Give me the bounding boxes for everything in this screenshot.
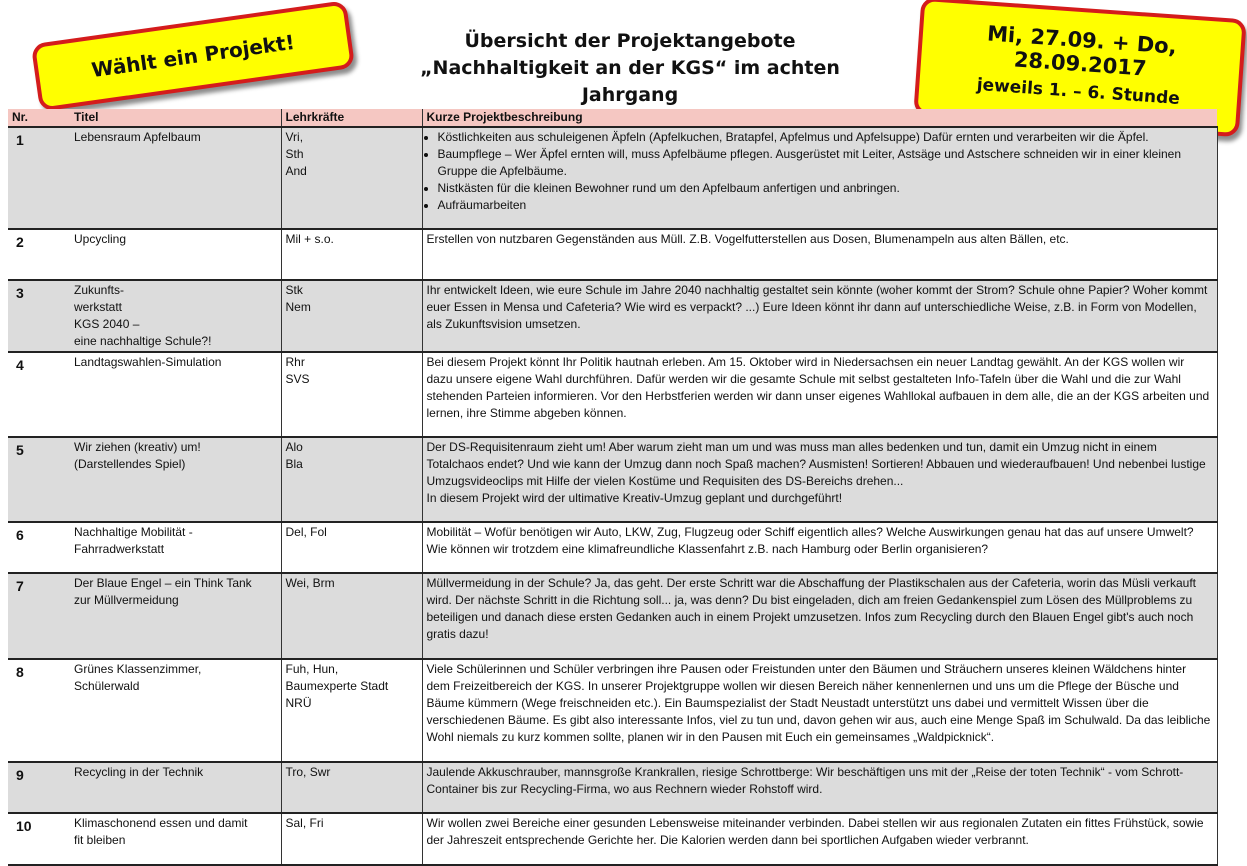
row-nr: 10 bbox=[8, 813, 70, 865]
project-table bbox=[8, 109, 1218, 866]
table-row bbox=[8, 813, 1217, 865]
choose-project-badge: Wählt ein Projekt! bbox=[31, 0, 355, 112]
list-item: • Köstlichkeiten aus schuleigenen Äpfeln (Apfelkuchen, Bratapfel, Apfelmus und Apfelsuppe) Dafür ernten und verarbeiten wir die Äpfel. bbox=[438, 129, 1213, 146]
row-beschreibung: Viele Schülerinnen und Schüler verbringen ihre Pausen oder Freistunden unter den Bäumen und Sträuchern unseres kleinen Wäldchens hinter dem Freizeitbereich der KGS. In unserer Projektgruppe wollen wir diesen Bereich näher kennenlernen und uns um die Pflege der Büsche und Bäume kümmern (Wege freischneiden etc.). Ein Baumspezialist der Stadt Neustadt unterstützt uns dabei und vermittelt Wissen über die verschiedenen Bäume. Es gibt also interessante Infos, viel zu tun und, davon gehen wir aus, auch eine Menge Spaß im Schulwald. Da das leibliche Wohl niemals zu kurz kommen sollte, planen wir in den Pausen mit Euch ein gemeinsames „Waldpicknick“. bbox=[422, 659, 1217, 762]
table-row bbox=[8, 659, 1217, 762]
row-titel: Wir ziehen (kreativ) um! (Darstellendes Spiel) bbox=[70, 437, 281, 522]
row-titel: Zukunfts- werkstatt KGS 2040 – eine nachhaltige Schule?! bbox=[70, 280, 281, 352]
table-row bbox=[8, 573, 1217, 659]
row-lehrkraefte: Alo Bla bbox=[281, 437, 422, 522]
header-titel: Titel bbox=[70, 109, 281, 127]
row-titel: Nachhaltige Mobilität - Fahrradwerkstatt bbox=[70, 522, 281, 573]
row-beschreibung: Erstellen von nutzbaren Gegenständen aus Müll. Z.B. Vogelfutterstellen aus Dosen, Blumenampeln aus alten Bällen, etc. bbox=[422, 229, 1217, 280]
row-nr: 6 bbox=[8, 522, 70, 573]
list-item: • Baumpflege – Wer Äpfel ernten will, muss Apfelbäume pflegen. Ausgerüstet mit Leiter, Astsäge und Astschere schneiden wir in einer kleinen Gruppe die Apfelbäume. bbox=[438, 146, 1213, 180]
row-beschreibung: Mobilität – Wofür benötigen wir Auto, LKW, Zug, Flugzeug oder Schiff eigentlich alles? Welche Auswirkungen genau hat das auf unsere Umwelt? Wie können wir trotzdem eine klimafreundliche Klassenfahrt z.B. nach Hamburg oder Berlin organisieren? bbox=[422, 522, 1217, 573]
header-lehrkraefte: Lehrkräfte bbox=[281, 109, 422, 127]
row-nr: 3 bbox=[8, 280, 70, 352]
list-item: • Nistkästen für die kleinen Bewohner rund um den Apfelbaum anfertigen und anbringen. bbox=[438, 180, 1213, 197]
title-line-1: Übersicht der Projektangebote bbox=[464, 30, 796, 52]
row-nr: 7 bbox=[8, 573, 70, 659]
row-lehrkraefte: Wei, Brm bbox=[281, 573, 422, 659]
row-nr: 9 bbox=[8, 762, 70, 813]
row-beschreibung: Der DS-Requisitenraum zieht um! Aber warum zieht man um und was muss man alles bedenken und tun, damit ein Umzug nicht in einem Totalchaos endet? Und wie kann der Umzug dann noch Spaß machen? Ausmisten! Sortieren! Abbauen und wiederaufbauen! Und nebenbei lustige Umzugsvideoclips mit Hilfe der vielen Kostüme und Requisiten des DS-Bereichs drehen... In diesem Projekt wird der ultimative Kreativ-Umzug geplant und durchgeführt! bbox=[422, 437, 1217, 522]
row-lehrkraefte: Sal, Fri bbox=[281, 813, 422, 865]
row-titel: Klimaschonend essen und damit fit bleiben bbox=[70, 813, 281, 865]
header-nr: Nr. bbox=[8, 109, 70, 127]
table-header-row bbox=[8, 109, 1217, 127]
title-line-2: „Nachhaltigkeit an der KGS“ im achten Jahrgang bbox=[420, 57, 840, 106]
list-item: • Aufräumarbeiten bbox=[438, 197, 1213, 214]
row-titel: Upcycling bbox=[70, 229, 281, 280]
row-beschreibung: Ihr entwickelt Ideen, wie eure Schule im Jahre 2040 nachhaltig gestaltet sein könnte (woher kommt der Strom? Schule ohne Papier? Woher kommt euer Essen in Mensa und Cafeteria? Wie wird es verpackt? ...) Eure Ideen könnt ihr dann auf unterschiedliche Weise, z.B. in Form von Modellen, als Zukunftsvision umsetzen. bbox=[422, 280, 1217, 352]
row-titel: Recycling in der Technik bbox=[70, 762, 281, 813]
row-lehrkraefte: Tro, Swr bbox=[281, 762, 422, 813]
row-nr: 4 bbox=[8, 352, 70, 437]
table-row bbox=[8, 229, 1217, 280]
header-beschreibung: Kurze Projektbeschreibung bbox=[422, 109, 1217, 127]
row-beschreibung: Müllvermeidung in der Schule? Ja, das geht. Der erste Schritt war die Abschaffung der Plastikschalen aus der Cafeteria, worin das Müsli verkauft wird. Der nächste Schritt in die Richtung soll... ja, was denn? Du bist eingeladen, dich am freien Gedankenspiel zum Lösen des Müllproblems zu beteiligen und danach diese ersten Gedanken auch in einem Projekt umzusetzen. Infos zum Recycling durch den Blauen Engel gibt's auch noch gratis dazu! bbox=[422, 573, 1217, 659]
table-row bbox=[8, 437, 1217, 522]
row-nr: 8 bbox=[8, 659, 70, 762]
table-row bbox=[8, 352, 1217, 437]
row-lehrkraefte: Mil + s.o. bbox=[281, 229, 422, 280]
row-lehrkraefte: Stk Nem bbox=[281, 280, 422, 352]
row-lehrkraefte: Fuh, Hun, Baumexperte Stadt NRÜ bbox=[281, 659, 422, 762]
row-nr: 2 bbox=[8, 229, 70, 280]
row-lehrkraefte: Rhr SVS bbox=[281, 352, 422, 437]
row-nr: 5 bbox=[8, 437, 70, 522]
row-titel: Der Blaue Engel – ein Think Tank zur Müllvermeidung bbox=[70, 573, 281, 659]
row-beschreibung bbox=[422, 127, 1217, 229]
row-beschreibung: Bei diesem Projekt könnt Ihr Politik hautnah erleben. Am 15. Oktober wird in Niedersachsen ein neuer Landtag gewählt. An der KGS wollen wir dazu unsere eigene Wahl durchführen. Dafür werden wir die gesamte Schule mit selbst gestalteten Info-Tafeln über die Wahl und die zur Wahl stehenden Parteien informieren. Vor den Herbstferien werden wir dann unser eigenes Wahllokal aufbauen in dem alle, die an der KGS arbeiten und lernen, ihre Stimme abgeben können. bbox=[422, 352, 1217, 437]
table-row bbox=[8, 522, 1217, 573]
table-row bbox=[8, 127, 1217, 229]
date-badge-dates: Mi, 27.09. + Do, 28.09.2017 bbox=[986, 21, 1178, 81]
date-badge-hours: jeweils 1. – 6. Stunde bbox=[976, 74, 1181, 110]
row-titel: Lebensraum Apfelbaum bbox=[70, 127, 281, 229]
row-lehrkraefte: Del, Fol bbox=[281, 522, 422, 573]
row-nr: 1 bbox=[8, 127, 70, 229]
row-titel: Landtagswahlen-Simulation bbox=[70, 352, 281, 437]
table-row bbox=[8, 762, 1217, 813]
row-beschreibung: Wir wollen zwei Bereiche einer gesunden Lebensweise miteinander verbinden. Dabei stellen wir aus regionalen Zutaten ein fittes Frühstück, sowie der Jahreszeit entsprechende Gerichte her. Die Kalorien werden dann bei sportlichen Aufgaben wieder verbrannt. bbox=[422, 813, 1217, 865]
row-lehrkraefte: Vri, Sth And bbox=[281, 127, 422, 229]
page-title bbox=[380, 28, 880, 109]
table-row bbox=[8, 280, 1217, 352]
row-beschreibung: Jaulende Akkuschrauber, mannsgroße Krankrallen, riesige Schrottberge: Wir beschäftigen uns mit der „Reise der toten Technik“ - vom Schrott-Container bis zur Recycling-Firma, wo aus Rechnern wieder Rohstoff wird. bbox=[422, 762, 1217, 813]
row-titel: Grünes Klassenzimmer, Schülerwald bbox=[70, 659, 281, 762]
